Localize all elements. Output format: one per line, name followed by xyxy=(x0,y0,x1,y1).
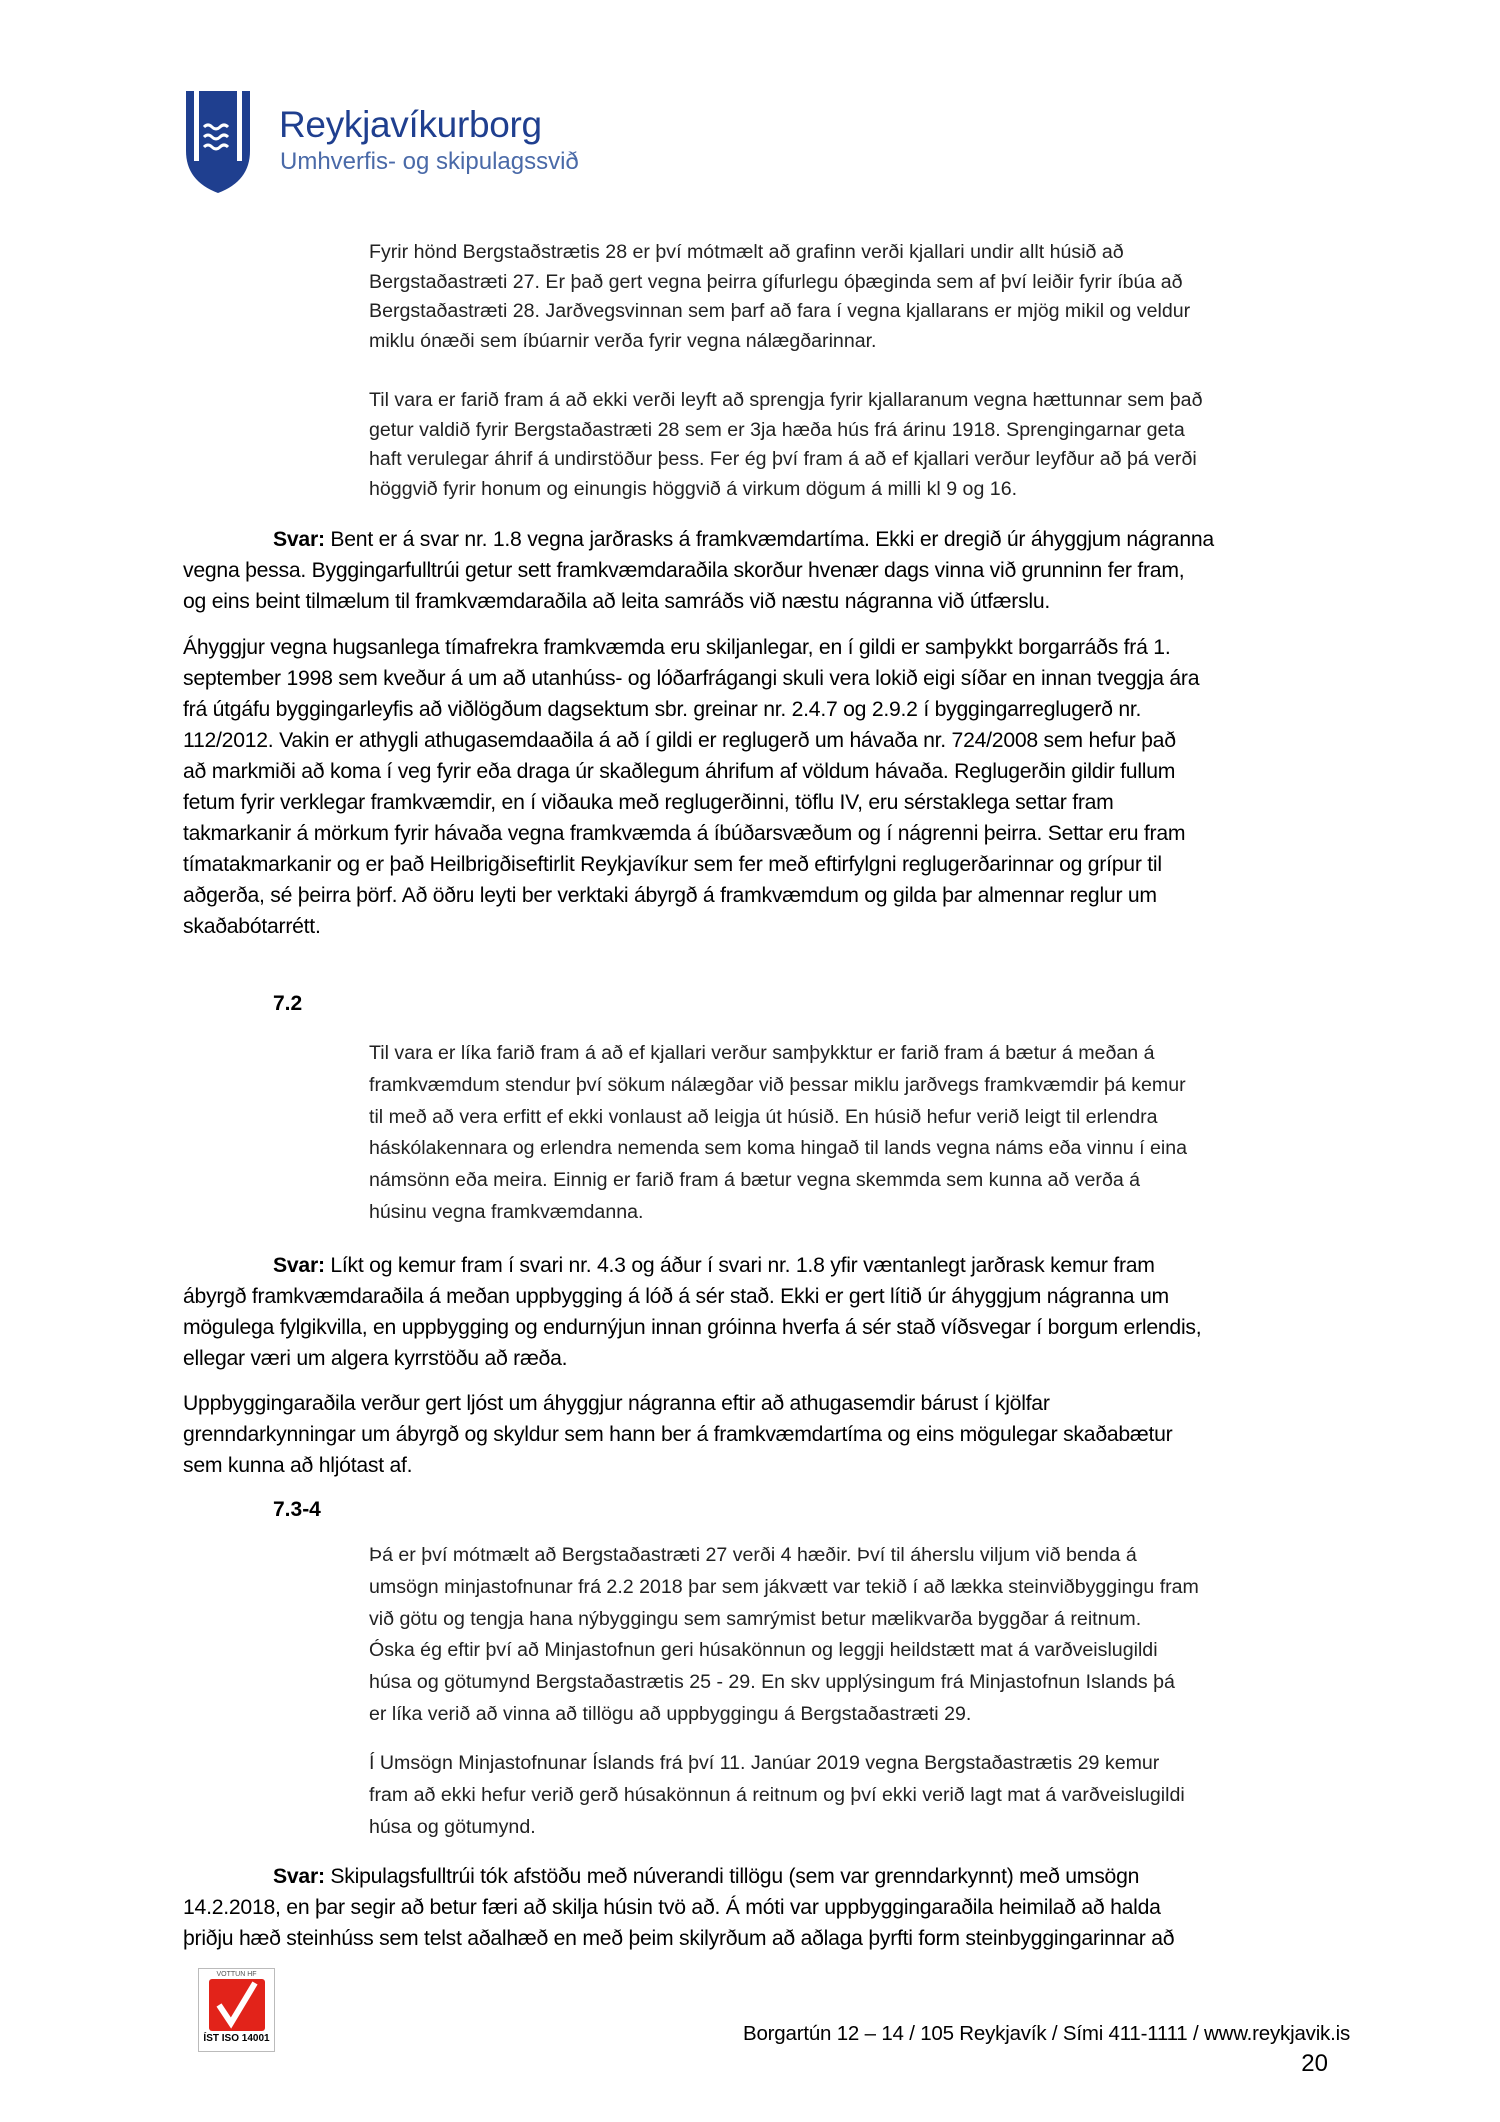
page-number: 20 xyxy=(1301,2050,1328,2077)
text-line xyxy=(183,1250,1201,1281)
checkmark-icon xyxy=(209,1979,265,2031)
text-line: og eins beint tilmælum til framkvæmdaraðila að leita samráðs við næstu nágranna við útfærslu. xyxy=(183,590,1051,613)
text-line: Þá er því mótmælt að Bergstaðastræti 27 verði 4 hæðir. Því til áherslu viljum við benda á xyxy=(369,1544,1137,1566)
text-line xyxy=(183,1861,1174,1892)
text-line: til með að vera erfitt ef ekki vonlaust að leigja út húsið. En húsið hefur verið leigt til erlendra xyxy=(369,1105,1158,1128)
text-line: Óska ég eftir því að Minjastofnun geri húsakönnun og leggji heildstætt mat á varðveislugildi xyxy=(369,1639,1158,1662)
department-name: Umhverfis- og skipulagssvið xyxy=(280,148,579,175)
answer-label: Svar: xyxy=(273,1865,325,1888)
text-line: húsa og götumynd. xyxy=(369,1815,536,1838)
text-line: Til vara er líka farið fram á að ef kjallari verður samþykktur er farið fram á bætur á meðan á xyxy=(369,1042,1155,1064)
answer-1 xyxy=(183,524,1214,617)
text-line: Fyrir hönd Bergstaðstrætis 28 er því mótmælt að grafinn verði kjallari undir allt húsið að xyxy=(369,241,1124,263)
text-line: Áhyggjur vegna hugsanlega tímafrekra framkvæmda eru skiljanlegar, en í gildi er samþykkt borgarráðs frá 1. xyxy=(183,636,1171,659)
answer-2 xyxy=(183,1250,1201,1374)
text-line: Bergstaðastræti 27. Er það gert vegna þeirra gífurlegu óþæginda sem af því leiðir fyrir íbúa að xyxy=(369,270,1183,293)
section-heading-7-3-4: 7.3-4 xyxy=(273,1498,321,1521)
text-line xyxy=(183,524,1214,555)
text-line: Í Umsögn Minjastofnunar Íslands frá því 11. Janúar 2019 vegna Bergstaðastrætis 29 kemur xyxy=(369,1752,1160,1774)
text-line: skaðabótarrétt. xyxy=(183,915,321,938)
text-line: að markmiði að koma í veg fyrir eða draga úr skaðlegum áhrifum af völdum hávaða. Reglugerðin gildir fullum xyxy=(183,760,1176,783)
text-line: miklu ónæði sem íbúarnir verða fyrir vegna nálægðarinnar. xyxy=(369,329,877,352)
text-line: húsa og götumynd Bergstaðastrætis 25 - 29. En skv upplýsingum frá Minjastofnun Islands þá xyxy=(369,1671,1175,1694)
text-line: höggvið fyrir honum og einungis höggvið á virkum dögum á milli kl 9 og 16. xyxy=(369,477,1018,500)
cert-top-text: VOTTUN HF xyxy=(216,1971,257,1978)
quoted-objection-1 xyxy=(369,238,1190,356)
text-line: fetum fyrir verklegar framkvæmdir, en í viðauka með reglugerðinni, töflu IV, eru sérstaklega settar fram xyxy=(183,791,1114,814)
organization-name: Reykjavíkurborg xyxy=(279,104,542,145)
text-line: umsögn minjastofnunar frá 2.2 2018 þar sem jákvætt var tekið í að lækka steinviðbyggingu fram xyxy=(369,1575,1199,1598)
answer-paragraph-1 xyxy=(183,632,1199,942)
text-line: ábyrgð framkvæmdaraðila á meðan uppbygging á lóð á sér stað. Ekki er gert lítið úr áhyggjum nágranna um xyxy=(183,1285,1169,1308)
text-line: tímatakmarkanir og er það Heilbrigðiseftirlit Reykjavíkur sem fer með eftirfylgni reglugerðarinnar og grípur til xyxy=(183,853,1162,876)
text-line: þriðju hæð steinhúss sem telst aðalhæð en með þeim skilyrðum að aðlaga þyrfti form steinbyggingarinnar að xyxy=(183,1927,1175,1950)
text-line: fram að ekki hefur verið gerð húsakönnun á reitnum og því ekki verið lagt mat á varðveislugildi xyxy=(369,1783,1185,1806)
answer-3 xyxy=(183,1861,1174,1954)
reykjavik-coat-of-arms-logo xyxy=(184,89,252,195)
text-line: framkvæmdum stendur því sökum nálægðar við þessar miklu jarðvegs framkvæmdir þá kemur xyxy=(369,1073,1186,1096)
text-line: Uppbyggingaraðila verður gert ljóst um áhyggjur nágranna eftir að athugasemdir bárust í kjölfar xyxy=(183,1392,1050,1415)
text-line: aðgerða, sé þeirra þörf. Að öðru leyti ber verktaki ábyrgð á framkvæmdum og gilda þar almennar reglur um xyxy=(183,884,1157,907)
text-line: Til vara er farið fram á að ekki verði leyft að sprengja fyrir kjallaranum vegna hættunnar sem það xyxy=(369,389,1203,411)
answer-label: Svar: xyxy=(273,1254,325,1277)
footer-address: Borgartún 12 – 14 / 105 Reykjavík / Sími 411-1111 / www.reykjavik.is xyxy=(743,2022,1350,2045)
text-line: 14.2.2018, en þar segir að betur færi að skilja húsin tvö að. Á móti var uppbyggingaraðila heimilað að halda xyxy=(183,1896,1161,1919)
answer-text: Bent er á svar nr. 1.8 vegna jarðrasks á framkvæmdartíma. Ekki er dregið úr áhyggjum nágranna xyxy=(324,528,1214,551)
text-line: námsönn eða meira. Einnig er farið fram á bætur vegna skemmda sem kunna að verða á xyxy=(369,1169,1141,1192)
quoted-objection-2 xyxy=(369,386,1202,504)
text-line: háskólakennara og erlendra nemenda sem koma hingað til lands vegna náms eða vinnu í eina xyxy=(369,1137,1188,1160)
iso-14001-certification-logo xyxy=(198,1968,275,2052)
text-line: grenndarkynningar um ábyrgð og skyldur sem hann ber á framkvæmdartíma og eins mögulegar skaðabætur xyxy=(183,1423,1173,1446)
answer-paragraph-2 xyxy=(183,1388,1172,1481)
answer-text: Skipulagsfulltrúi tók afstöðu með núverandi tillögu (sem var grenndarkynnt) með umsögn xyxy=(324,1865,1140,1888)
text-line: er líka verið að vinna að tillögu að uppbyggingu á Bergstaðastræti 29. xyxy=(369,1702,972,1725)
cert-bottom-text: ÍST ISO 14001 xyxy=(203,2033,270,2044)
answer-label: Svar: xyxy=(273,528,325,551)
text-line: Bergstaðastræti 28. Jarðvegsvinnan sem þarf að fara í vegna kjallarans er mjög mikil og veldur xyxy=(369,300,1191,322)
text-line: við götu og tengja hana nýbyggingu sem samrýmist betur mælikvarða byggðar á reitnum. xyxy=(369,1607,1142,1630)
text-line: mögulega fylgikvilla, en uppbygging og endurnýjun innan gróinna hverfa á sér stað víðsvegar í borgum erlendis, xyxy=(183,1316,1202,1339)
text-line: 112/2012. Vakin er athygli athugasemdaaðila á að í gildi er reglugerð um hávaða nr. 724/2008 sem hefur það xyxy=(183,729,1176,752)
answer-text: Líkt og kemur fram í svari nr. 4.3 og áður í svari nr. 1.8 yfir væntanlegt jarðrask kemur fram xyxy=(324,1254,1155,1277)
text-line: vegna þessa. Byggingarfulltrúi getur sett framkvæmdaraðila skorður hvenær dags vinna við grunninn fer fram, xyxy=(183,559,1185,582)
text-line: húsinu vegna framkvæmdanna. xyxy=(369,1200,644,1223)
text-line: sem kunna að hljótast af. xyxy=(183,1454,413,1477)
quoted-objection-3 xyxy=(369,1038,1187,1229)
section-heading-7-2: 7.2 xyxy=(273,992,303,1015)
quoted-objection-5 xyxy=(369,1748,1185,1843)
text-line: ellegar væri um algera kyrrstöðu að ræða. xyxy=(183,1347,568,1370)
quoted-objection-4 xyxy=(369,1540,1199,1731)
text-line: getur valdið fyrir Bergstaðastræti 28 sem er 3ja hæða hús frá árinu 1918. Sprengingarnar geta xyxy=(369,418,1185,441)
text-line: haft verulegar áhrif á undirstöður þess. Fer ég því fram á að ef kjallari verður leyfður að þá verði xyxy=(369,448,1197,470)
text-line: frá útgáfu byggingarleyfis að viðlögðum dagsektum sbr. greinar nr. 2.4.7 og 2.9.2 í byggingarreglugerð nr. xyxy=(183,698,1142,721)
text-line: september 1998 sem kveður á um að utanhúss- og lóðarfrágangi skuli vera lokið eigi síðar en innan tveggja ára xyxy=(183,667,1200,690)
text-line: takmarkanir á mörkum fyrir hávaða vegna framkvæmda á íbúðarsvæðum og í nágrenni þeirra. Settar eru fram xyxy=(183,822,1186,845)
